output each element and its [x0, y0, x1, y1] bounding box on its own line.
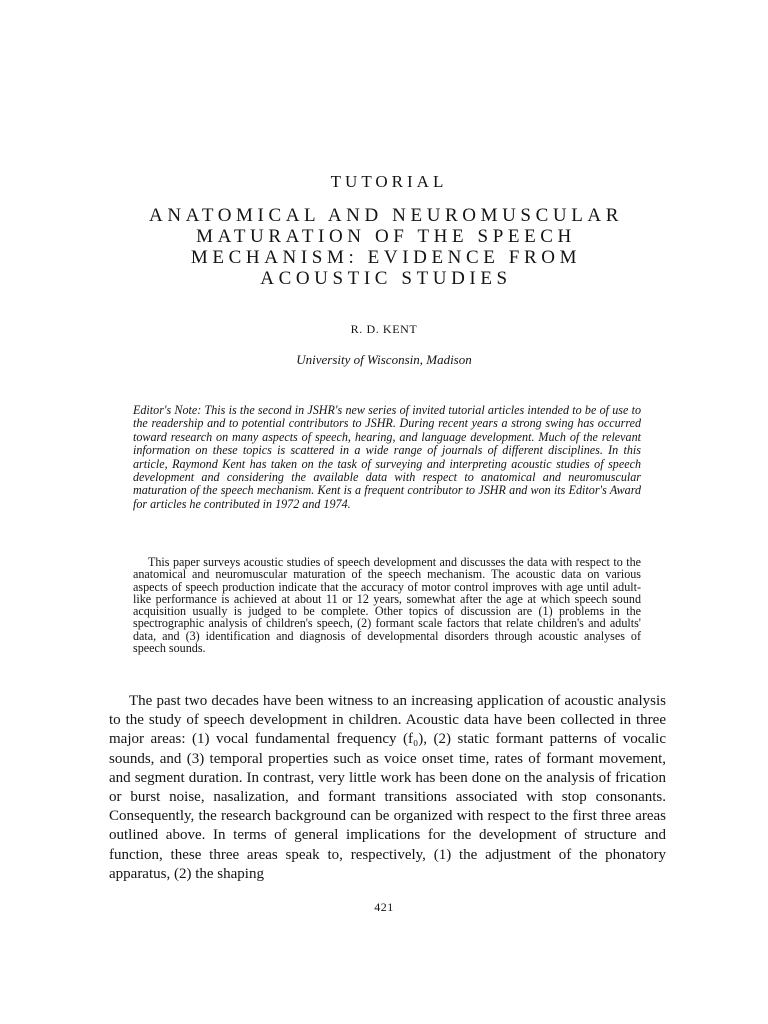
author: R. D. KENT	[350, 322, 418, 336]
abstract: This paper surveys acoustic studies of speech development and discusses the data with respect to the anatomical and neuromuscular maturation of the speech mechanism. The acoustic data on various aspects of speech production indicate that the accuracy of motor control improves with age until adult-like performance is achieved at about 11 or 12 years, somewhat after the age at which speech sound acquisition usually is judged to be complete. Other topics of discussion are (1) problems in the spectrographic analysis of children's speech, (2) formant scale factors that relate children's and adults' data, and (3) identification and diagnosis of developmental disorders through acoustic analyses of speech sounds.	[133, 555, 641, 656]
page-number: 421	[374, 900, 394, 914]
affiliation: University of Wisconsin, Madison	[296, 352, 472, 367]
title-line: ACOUSTIC STUDIES	[260, 268, 512, 289]
title-line: ANATOMICAL AND NEUROMUSCULAR	[149, 205, 623, 226]
section-label: TUTORIAL	[330, 172, 448, 191]
title-line: MECHANISM: EVIDENCE FROM	[190, 247, 582, 268]
article-title	[110, 205, 662, 289]
title-line: MATURATION OF THE SPEECH	[196, 226, 576, 247]
editors-note: Editor's Note: This is the second in JSHR's new series of invited tutorial articles intended to be of use to the readership and to potential contributors to JSHR. During recent years a strong swing has occurred toward research on many aspects of speech, hearing, and language development. Much of the relevant information on these topics is scattered in a wide range of journals of different disciplines. In this article, Raymond Kent has taken on the task of surveying and interpreting acoustic studies of speech development and considering the available data with respect to anatomical and neuromuscular maturation of the speech mechanism. Kent is a frequent contributor to JSHR and won its Editor's Award for articles he contributed in 1972 and 1974.	[133, 403, 641, 511]
body-paragraph: The past two decades have been witness to an increasing application of acoustic analysis to the study of speech development in children. Acoustic data have been collected in three major areas: (1) vocal fundamental frequency (f₀), (2) static formant patterns of vocalic sounds, and (3) temporal properties such as voice onset time, rates of formant movement, and segment duration. In contrast, very little work has been done on the analysis of frication or burst noise, nasalization, and formant transitions associated with stop consonants. Consequently, the research background can be organized with respect to the first three areas outlined above. In terms of general implications for the development of structure and function, these three areas speak to, respectively, (1) the adjustment of the phonatory apparatus, (2) the shaping	[109, 693, 666, 882]
